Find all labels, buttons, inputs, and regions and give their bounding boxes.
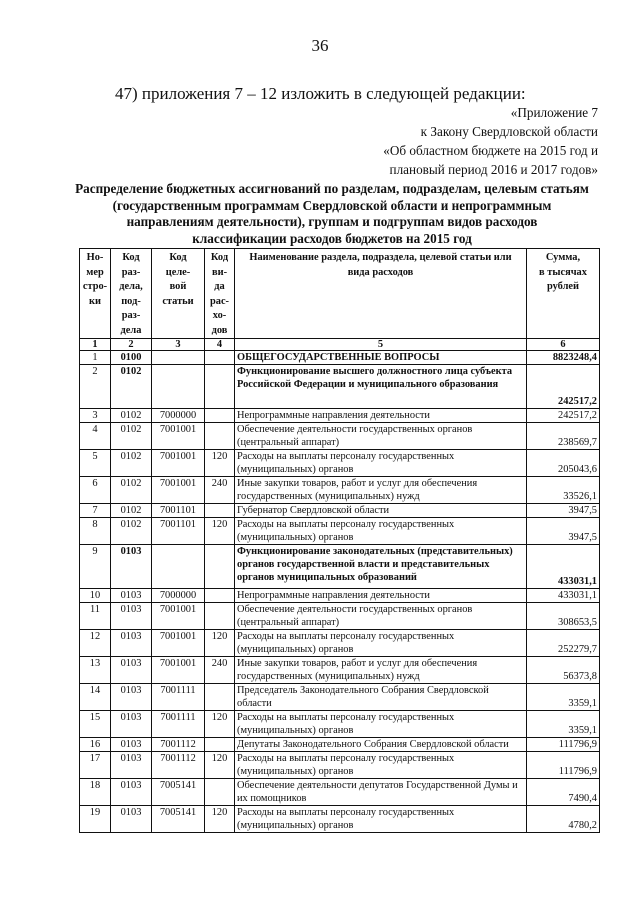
expense-type-code: 120 <box>205 752 235 779</box>
section-code: 0103 <box>111 806 152 833</box>
column-header: Код ви- да рас- хо- дов <box>205 249 235 339</box>
amount: 111796,9 <box>527 738 600 752</box>
table-row <box>80 351 600 365</box>
target-article-code: 7001001 <box>152 477 205 504</box>
expense-name: Губернатор Свердловской области <box>235 504 527 518</box>
section-code: 0103 <box>111 711 152 738</box>
expense-type-code: 120 <box>205 630 235 657</box>
section-code: 0102 <box>111 409 152 423</box>
expense-type-code <box>205 589 235 603</box>
target-article-code <box>152 351 205 365</box>
expense-name: Расходы на выплаты персоналу государственных (муниципальных) органов <box>235 518 527 545</box>
amount: 3947,5 <box>527 518 600 545</box>
row-number: 16 <box>80 738 111 752</box>
appendix-line: к Закону Свердловской области <box>420 124 598 139</box>
amount: 8823248,4 <box>527 351 600 365</box>
expense-name: ОБЩЕГОСУДАРСТВЕННЫЕ ВОПРОСЫ <box>235 351 527 365</box>
amount: 242517,2 <box>527 365 600 409</box>
expense-name: Непрограммные направления деятельности <box>235 409 527 423</box>
budget-allocation-table <box>79 248 600 833</box>
expense-type-code: 120 <box>205 711 235 738</box>
appendix-line: «Приложение 7 <box>510 105 598 120</box>
row-number: 1 <box>80 351 111 365</box>
table-row <box>80 545 600 589</box>
document-heading <box>62 181 602 247</box>
column-number: 1 <box>80 339 111 351</box>
column-header: Код целе- вой статьи <box>152 249 205 339</box>
expense-type-code: 120 <box>205 450 235 477</box>
column-header: Сумма, в тысячах рублей <box>527 249 600 339</box>
row-number: 5 <box>80 450 111 477</box>
section-code: 0100 <box>111 351 152 365</box>
section-code: 0103 <box>111 684 152 711</box>
section-code: 0103 <box>111 738 152 752</box>
target-article-code <box>152 365 205 409</box>
section-code: 0103 <box>111 589 152 603</box>
row-number: 14 <box>80 684 111 711</box>
table-row <box>80 738 600 752</box>
section-code: 0102 <box>111 477 152 504</box>
amount: 205043,6 <box>527 450 600 477</box>
expense-name: Обеспечение деятельности государственных органов (центральный аппарат) <box>235 423 527 450</box>
table-row <box>80 589 600 603</box>
target-article-code: 7001001 <box>152 657 205 684</box>
amount: 3359,1 <box>527 684 600 711</box>
expense-name: Депутаты Законодательного Собрания Свердловской области <box>235 738 527 752</box>
expense-name: Обеспечение деятельности депутатов Государственной Думы и их помощников <box>235 779 527 806</box>
expense-name: Иные закупки товаров, работ и услуг для обеспечения государственных (муниципальных) нужд <box>235 657 527 684</box>
amount: 252279,7 <box>527 630 600 657</box>
column-header: Но- мер стро- ки <box>80 249 111 339</box>
table-row <box>80 603 600 630</box>
column-number-row <box>80 339 600 351</box>
expense-type-code <box>205 365 235 409</box>
target-article-code: 7001112 <box>152 738 205 752</box>
heading-line: Распределение бюджетных ассигнований по разделам, подразделам, целевым статьям <box>75 181 589 196</box>
target-article-code <box>152 545 205 589</box>
target-article-code: 7001111 <box>152 711 205 738</box>
table-row <box>80 806 600 833</box>
table-row <box>80 684 600 711</box>
page-number: 36 <box>311 36 329 55</box>
expense-name: Функционирование законодательных (представительных) органов государственной власти и представительных органов муниципальных образований <box>235 545 527 589</box>
amount: 111796,9 <box>527 752 600 779</box>
expense-name: Расходы на выплаты персоналу государственных (муниципальных) органов <box>235 630 527 657</box>
target-article-code: 7000000 <box>152 409 205 423</box>
section-code: 0102 <box>111 450 152 477</box>
expense-name: Расходы на выплаты персоналу государственных (муниципальных) органов <box>235 806 527 833</box>
row-number: 18 <box>80 779 111 806</box>
heading-line: классификации расходов бюджетов на 2015 год <box>192 230 472 246</box>
column-number: 6 <box>527 339 600 351</box>
target-article-code: 7000000 <box>152 589 205 603</box>
row-number: 19 <box>80 806 111 833</box>
column-header: Код раз- дела, под- раз- дела <box>111 249 152 339</box>
row-number: 15 <box>80 711 111 738</box>
column-number: 2 <box>111 339 152 351</box>
amount: 3947,5 <box>527 504 600 518</box>
expense-name: Председатель Законодательного Собрания Свердловской области <box>235 684 527 711</box>
table-row <box>80 518 600 545</box>
expense-type-code <box>205 779 235 806</box>
row-number: 7 <box>80 504 111 518</box>
expense-type-code <box>205 504 235 518</box>
expense-type-code <box>205 351 235 365</box>
target-article-code: 7001001 <box>152 603 205 630</box>
table-header-row <box>80 249 600 339</box>
table-row <box>80 630 600 657</box>
appendix-reference <box>298 103 598 179</box>
table-row <box>80 477 600 504</box>
target-article-code: 7001001 <box>152 423 205 450</box>
expense-type-code: 240 <box>205 477 235 504</box>
target-article-code: 7001112 <box>152 752 205 779</box>
target-article-code: 7001001 <box>152 450 205 477</box>
target-article-code: 7005141 <box>152 779 205 806</box>
section-code: 0103 <box>111 545 152 589</box>
section-code: 0103 <box>111 657 152 684</box>
row-number: 6 <box>80 477 111 504</box>
amendment-intro: 47) приложения 7 – 12 изложить в следующей редакции: <box>115 84 526 103</box>
amount: 7490,4 <box>527 779 600 806</box>
section-code: 0102 <box>111 365 152 409</box>
amount: 308653,5 <box>527 603 600 630</box>
row-number: 3 <box>80 409 111 423</box>
column-number: 5 <box>235 339 527 351</box>
amount: 433031,1 <box>527 545 600 589</box>
expense-type-code <box>205 409 235 423</box>
table-row <box>80 657 600 684</box>
row-number: 9 <box>80 545 111 589</box>
section-code: 0103 <box>111 752 152 779</box>
section-code: 0103 <box>111 603 152 630</box>
heading-line: направлениям деятельности), группам и подгруппам видов расходов <box>126 214 538 229</box>
target-article-code: 7001001 <box>152 630 205 657</box>
expense-name: Иные закупки товаров, работ и услуг для обеспечения государственных (муниципальных) нужд <box>235 477 527 504</box>
column-number: 4 <box>205 339 235 351</box>
table-row <box>80 504 600 518</box>
target-article-code: 7001101 <box>152 518 205 545</box>
table-body <box>80 351 600 833</box>
table-row <box>80 779 600 806</box>
row-number: 13 <box>80 657 111 684</box>
expense-type-code <box>205 423 235 450</box>
expense-type-code: 120 <box>205 806 235 833</box>
amount: 242517,2 <box>527 409 600 423</box>
target-article-code: 7001111 <box>152 684 205 711</box>
expense-name: Расходы на выплаты персоналу государственных (муниципальных) органов <box>235 450 527 477</box>
section-code: 0103 <box>111 630 152 657</box>
row-number: 8 <box>80 518 111 545</box>
expense-type-code <box>205 603 235 630</box>
amount: 4780,2 <box>527 806 600 833</box>
expense-name: Обеспечение деятельности государственных органов (центральный аппарат) <box>235 603 527 630</box>
table-row <box>80 423 600 450</box>
column-number: 3 <box>152 339 205 351</box>
expense-type-code <box>205 684 235 711</box>
appendix-line: плановый период 2016 и 2017 годов» <box>389 162 598 177</box>
table-row <box>80 365 600 409</box>
target-article-code: 7001101 <box>152 504 205 518</box>
table-row <box>80 450 600 477</box>
row-number: 12 <box>80 630 111 657</box>
amount: 433031,1 <box>527 589 600 603</box>
amount: 3359,1 <box>527 711 600 738</box>
appendix-line: «Об областном бюджете на 2015 год и <box>383 143 598 158</box>
section-code: 0103 <box>111 779 152 806</box>
expense-type-code: 240 <box>205 657 235 684</box>
expense-name: Расходы на выплаты персоналу государственных (муниципальных) органов <box>235 752 527 779</box>
row-number: 2 <box>80 365 111 409</box>
amount: 56373,8 <box>527 657 600 684</box>
expense-name: Расходы на выплаты персоналу государственных (муниципальных) органов <box>235 711 527 738</box>
row-number: 11 <box>80 603 111 630</box>
amount: 33526,1 <box>527 477 600 504</box>
section-code: 0102 <box>111 504 152 518</box>
amount: 238569,7 <box>527 423 600 450</box>
expense-name: Функционирование высшего должностного лица субъекта Российской Федерации и муниципального образования <box>235 365 527 409</box>
row-number: 4 <box>80 423 111 450</box>
row-number: 10 <box>80 589 111 603</box>
target-article-code: 7005141 <box>152 806 205 833</box>
section-code: 0102 <box>111 423 152 450</box>
table-row <box>80 752 600 779</box>
row-number: 17 <box>80 752 111 779</box>
section-code: 0102 <box>111 518 152 545</box>
expense-type-code: 120 <box>205 518 235 545</box>
expense-type-code <box>205 738 235 752</box>
heading-line: (государственным программам Свердловской области и непрограммным <box>112 197 552 213</box>
column-header: Наименование раздела, подраздела, целевой статьи или вида расходов <box>235 249 527 339</box>
expense-type-code <box>205 545 235 589</box>
expense-name: Непрограммные направления деятельности <box>235 589 527 603</box>
table-row <box>80 711 600 738</box>
table-row <box>80 409 600 423</box>
